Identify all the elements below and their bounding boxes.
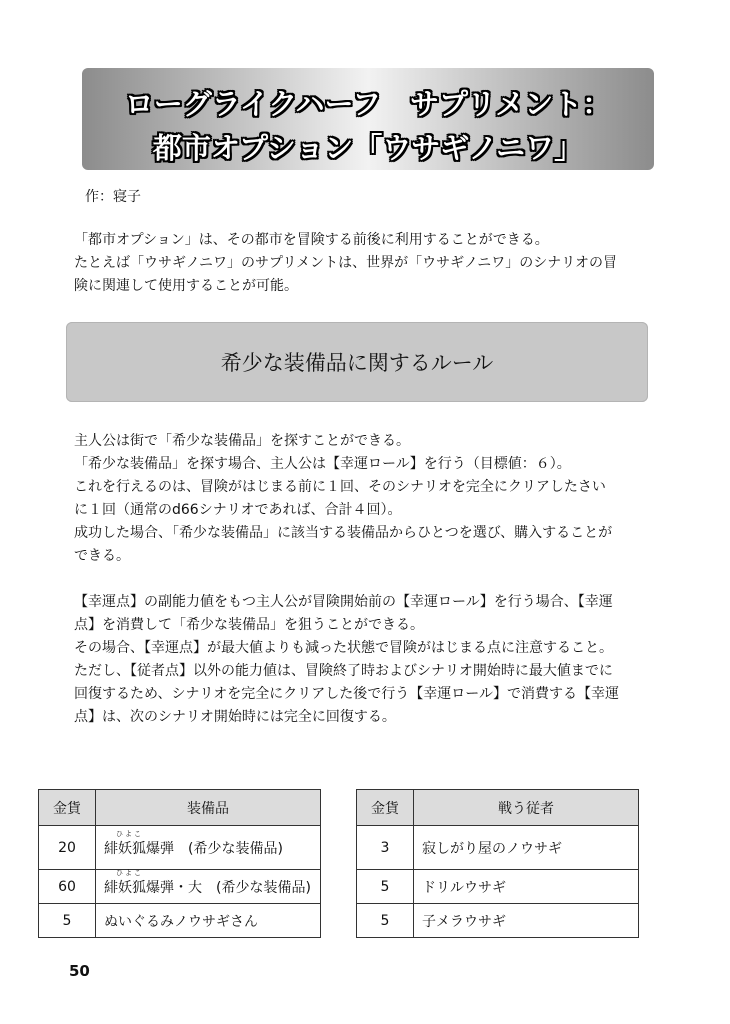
equipment-table xyxy=(38,789,321,938)
price-cell: 60 xyxy=(39,870,96,904)
page-number: 50 xyxy=(69,962,90,980)
price-cell: 5 xyxy=(357,904,414,938)
follower-table xyxy=(356,789,639,938)
intro-line: 「都市オプション」は、その都市を冒険する前後に利用することができる。 xyxy=(74,232,549,248)
intro-paragraph xyxy=(74,229,674,298)
follower-cell: 子メラウサギ xyxy=(414,904,639,938)
item-name-with-ruby xyxy=(104,868,202,897)
rules-line: 「希少な装備品」を探す場合、主人公は【幸運ロール】を行う（目標値：６）。 xyxy=(74,456,571,472)
table-row xyxy=(39,870,321,904)
rules-line: 【幸運点】の副能力値をもつ主人公が冒険開始前の【幸運ロール】を行う場合、【幸運 xyxy=(74,594,613,610)
rules-line: 点】は、次のシナリオ開始時には完全に回復する。 xyxy=(74,709,396,725)
item-cell xyxy=(96,870,321,904)
rules-line: ただし、【従者点】以外の能力値は、冒険終了時およびシナリオ開始時に最大値までに xyxy=(74,663,613,679)
rules-line: これを行えるのは、冒険がはじまる前に１回、そのシナリオを完全にクリアしたさい xyxy=(74,479,606,495)
item-name: 緋妖狐爆弾 xyxy=(104,840,174,857)
item-note: (希少な装備品) xyxy=(216,879,311,896)
price-header: 金貨 xyxy=(357,790,414,826)
table-header-row xyxy=(39,790,321,826)
price-header: 金貨 xyxy=(39,790,96,826)
item-cell: ぬいぐるみノウサギさん xyxy=(96,904,321,938)
item-header: 装備品 xyxy=(96,790,321,826)
rules-line: 点】を消費して「希少な装備品」を狙うことができる。 xyxy=(74,617,424,633)
intro-line: たとえば「ウサギノニワ」のサプリメントは、世界が「ウサギノニワ」のシナリオの冒 xyxy=(74,255,618,271)
follower-cell: ドリルウサギ xyxy=(414,870,639,904)
follower-cell: 寂しがり屋のノウサギ xyxy=(414,826,639,870)
paragraph-spacer xyxy=(74,568,674,591)
title-line-1: ローグライクハーフ サプリメント： xyxy=(124,87,612,121)
title-banner xyxy=(82,68,654,170)
item-name: 緋妖狐爆弾・大 xyxy=(104,879,202,896)
table-header-row xyxy=(357,790,639,826)
table-row xyxy=(39,904,321,938)
section-header xyxy=(66,322,648,402)
rules-line: 回復するため、シナリオを完全にクリアした後で行う【幸運ロール】で消費する【幸運 xyxy=(74,686,620,702)
price-cell: 5 xyxy=(357,870,414,904)
author-credit: 作：寝子 xyxy=(85,189,141,205)
table-row xyxy=(39,826,321,870)
price-cell: 5 xyxy=(39,904,96,938)
rules-body xyxy=(74,430,674,729)
price-cell: 20 xyxy=(39,826,96,870)
table-row xyxy=(357,826,639,870)
follower-header: 戦う従者 xyxy=(414,790,639,826)
price-cell: 3 xyxy=(357,826,414,870)
item-name-with-ruby xyxy=(104,829,174,858)
table-row xyxy=(357,904,639,938)
intro-line: 険に関連して使用することが可能。 xyxy=(74,278,298,294)
rules-line: 成功した場合、「希少な装備品」に該当する装備品からひとつを選び、購入することが xyxy=(74,525,613,541)
rules-line: その場合、【幸運点】が最大値よりも減った状態で冒険がはじまる点に注意すること。 xyxy=(74,640,613,656)
rules-line: 主人公は街で「希少な装備品」を探すことができる。 xyxy=(74,433,410,449)
table-row xyxy=(357,870,639,904)
ruby-reading: ひよこ xyxy=(116,868,143,877)
item-cell xyxy=(96,826,321,870)
rules-line: に１回（通常のd66シナリオであれば、合計４回）。 xyxy=(74,502,402,518)
rules-line: できる。 xyxy=(74,548,130,564)
ruby-reading: ひよこ xyxy=(116,829,143,838)
section-title: 希少な装備品に関するルール xyxy=(220,351,494,375)
item-note: (希少な装備品) xyxy=(188,840,283,857)
title-line-2: 都市オプション「ウサギノニワ」 xyxy=(152,131,584,165)
